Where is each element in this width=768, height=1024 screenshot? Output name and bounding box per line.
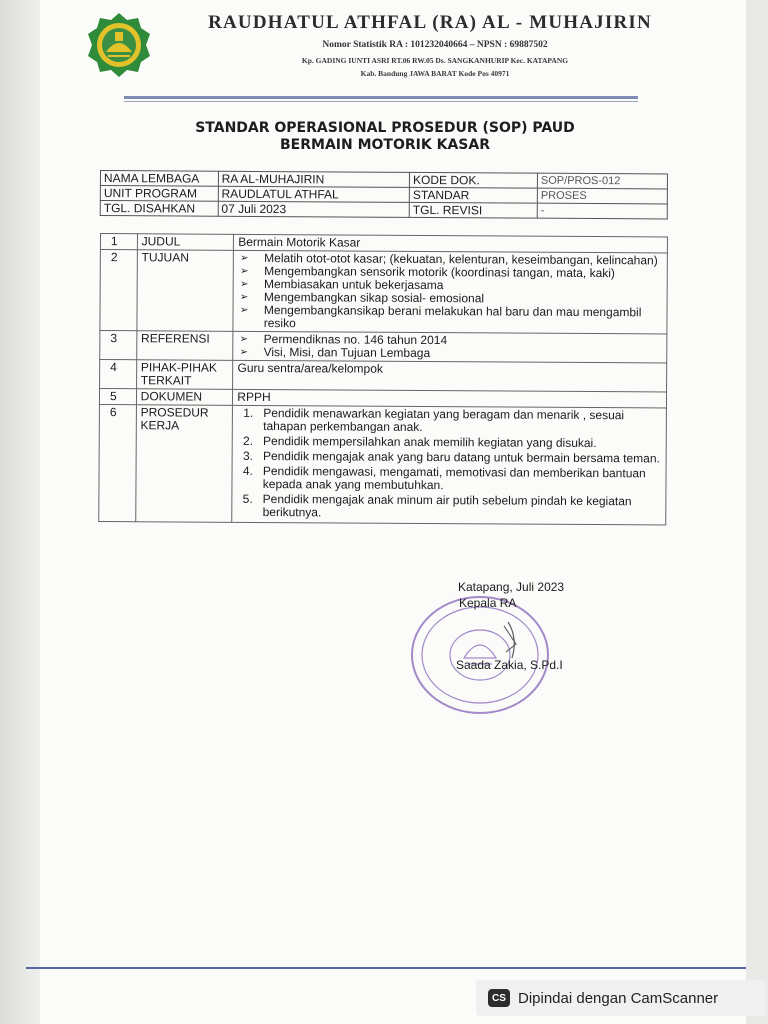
row-number: 2 — [100, 250, 137, 331]
sop-table — [98, 233, 668, 525]
document-subtitle: BERMAIN MOTORIK KASAR — [280, 137, 490, 153]
info-value: PROSES — [537, 188, 667, 204]
address-line-1: Kp. GADING IUNTI ASRI RT.06 RW.05 Ds. SANGKANHURIP Kec. KATAPANG — [301, 56, 569, 65]
row-value — [232, 405, 666, 525]
row-value: Bermain Motorik Kasar — [234, 234, 668, 253]
info-value: RA AL-MUHAJIRIN — [218, 171, 409, 187]
step-text: Pendidik mengajak anak minum air putih sebelum pindah ke kegiatan berikutnya. — [262, 491, 632, 520]
school-logo — [86, 12, 152, 78]
list-item — [237, 493, 662, 522]
info-label: TGL. DISAHKAN — [100, 201, 218, 217]
camscanner-text: Dipindai dengan CamScanner — [518, 989, 719, 1007]
list-item: ➢ Mengembangkan sikap sosial- emosional — [238, 291, 663, 307]
row-value — [233, 250, 667, 334]
step-text: Pendidik mempersilahkan anak memilih kegiatan yang disukai. — [263, 434, 597, 451]
step-number: 5. — [242, 491, 253, 506]
info-value: SOP/PROS-012 — [537, 173, 667, 189]
table-row — [99, 404, 667, 524]
table-row — [100, 250, 667, 334]
list-item: ➢ Permendiknas no. 146 tahun 2014 — [238, 333, 663, 349]
row-label: PIHAK-PIHAK TERKAIT — [136, 360, 233, 390]
info-label: STANDAR — [409, 187, 537, 203]
camscanner-watermark — [476, 980, 766, 1016]
scan-margin — [0, 0, 40, 1024]
step-number: 4. — [242, 463, 253, 478]
list-item: ➢ Mengembangkansikap berani melakukan hal baru dan mau mengambil resiko — [238, 304, 663, 333]
list-item — [237, 465, 662, 494]
list-item — [237, 450, 662, 466]
list-item: ➢ Melatih otot-otot kasar; (kekuatan, kelenturan, keseimbangan, kelincahan) — [238, 252, 663, 268]
statistic-number: Nomor Statistik RA : 101232040664 – NPSN : 69887502 — [322, 40, 548, 50]
row-label: REFERENSI — [136, 331, 233, 361]
info-row — [100, 201, 667, 219]
row-number: 5 — [99, 389, 136, 405]
info-label: TGL. REVISI — [409, 202, 537, 218]
row-label: JUDUL — [137, 234, 234, 251]
header-rule-thin — [124, 101, 638, 102]
step-text: Pendidik mengawasi, mengamati, memotivasi dan memberikan bantuan kepada anak yang membutuhkan. — [262, 463, 646, 493]
row-number: 6 — [99, 404, 136, 521]
row-value: Guru sentra/area/kelompok — [233, 360, 667, 392]
row-number: 3 — [100, 331, 137, 360]
row-label: PROSEDUR KERJA — [135, 405, 232, 523]
document-title: STANDAR OPERASIONAL PROSEDUR (SOP) PAUD — [195, 120, 575, 136]
address-line-2: Kab. Bandung JAWA BARAT Kode Pos 40971 — [360, 69, 510, 78]
row-label: TUJUAN — [137, 250, 234, 332]
tujuan-list — [238, 252, 663, 333]
info-value: 07 Juli 2023 — [218, 201, 409, 217]
place-date: Katapang, Juli 2023 — [458, 580, 565, 594]
prosedur-list — [237, 407, 662, 522]
list-item — [237, 435, 662, 451]
row-number: 4 — [100, 360, 137, 389]
step-number: 2. — [243, 433, 254, 448]
info-label: KODE DOK. — [409, 172, 537, 188]
info-value: - — [537, 203, 667, 219]
list-item: ➢ Mengembangkan sensorik motorik (koordinasi tangan, mata, kaki) — [238, 265, 663, 281]
school-name: RAUDHATUL ATHFAL (RA) AL - MUHAJIRIN — [208, 12, 652, 33]
step-text: Pendidik menawarkan kegiatan yang beragam dan menarik , sesuai tahapan perkembangan anak. — [263, 406, 625, 434]
table-row — [100, 331, 667, 363]
table-row — [100, 360, 667, 392]
list-item: ➢ Visi, Misi, dan Tujuan Lembaga — [238, 346, 663, 362]
camscanner-icon: CS — [488, 989, 510, 1007]
info-value: RAUDLATUL ATHFAL — [218, 186, 409, 202]
row-value: RPPH — [233, 389, 667, 408]
step-number: 1. — [243, 405, 254, 420]
signer-position: Kepala RA — [459, 596, 517, 610]
row-value — [233, 331, 667, 363]
row-number: 1 — [100, 234, 137, 250]
step-text: Pendidik mengajak anak yang baru datang untuk bermain bersama teman. — [262, 448, 660, 466]
list-item — [237, 407, 662, 436]
document-info-table — [100, 170, 668, 219]
footer-rule — [26, 967, 746, 969]
info-label: NAMA LEMBAGA — [100, 171, 218, 187]
official-stamp — [408, 592, 556, 718]
info-label: UNIT PROGRAM — [100, 186, 218, 202]
signer-name: Saada Zakia, S.Pd.I — [456, 658, 563, 672]
row-label: DOKUMEN — [136, 389, 233, 406]
referensi-list — [238, 333, 663, 362]
step-number: 3. — [242, 448, 254, 463]
header-rule — [124, 96, 638, 99]
list-item: ➢ Membiasakan untuk bekerjasama — [238, 278, 663, 294]
